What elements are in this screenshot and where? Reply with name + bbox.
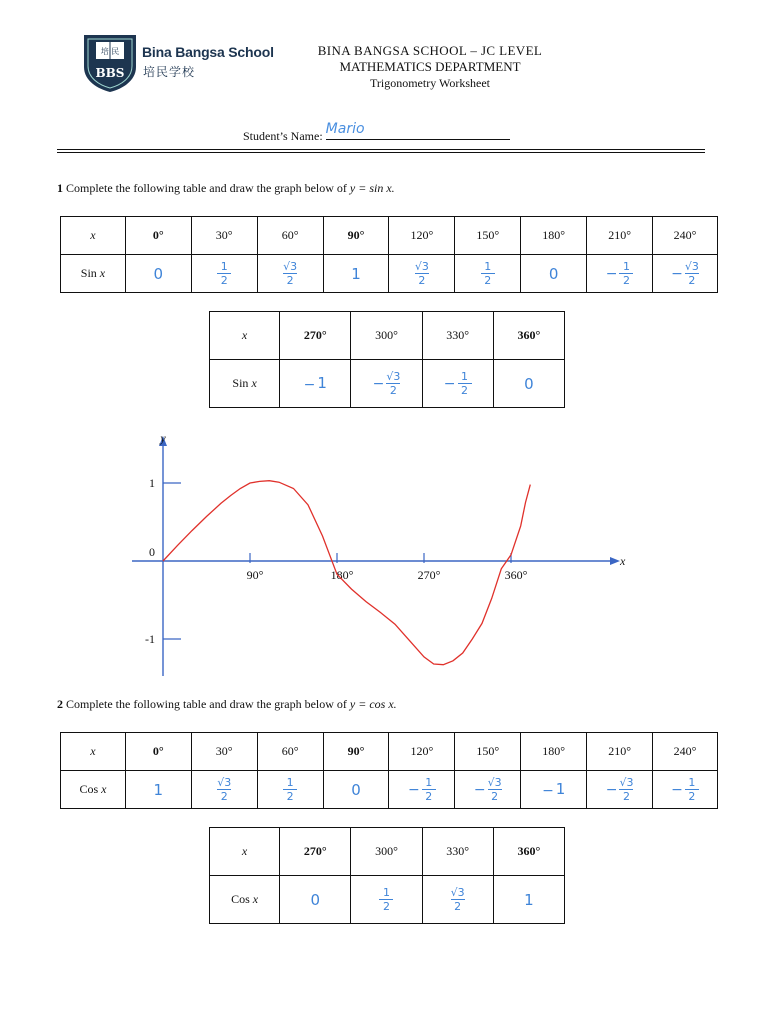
answer-cell[interactable] xyxy=(323,771,389,809)
fraction: $\frac{1}{2}$ xyxy=(685,777,699,802)
answer-cell[interactable] xyxy=(191,255,257,293)
angle-cell: 30° xyxy=(191,217,257,255)
fraction: $\frac{1}{2}$ xyxy=(217,261,231,286)
fraction: $\frac{1}{2}$ xyxy=(481,261,495,286)
angle-cell: 120° xyxy=(389,217,455,255)
question-2-text: Complete the following table and draw the graph below of xyxy=(66,697,347,711)
answer-value: 1 xyxy=(555,779,566,798)
answer-value: 1 xyxy=(153,780,164,799)
minus-sign: − xyxy=(303,377,316,394)
fraction: $\frac{√3}{2}$ xyxy=(684,260,699,287)
y-axis-label: y xyxy=(160,431,166,445)
answer-value: 1 xyxy=(351,264,361,283)
answer-cell[interactable] xyxy=(455,255,521,293)
row-label-x: x xyxy=(61,733,126,771)
table-row-values xyxy=(210,360,565,408)
row-label-function: Sin x xyxy=(210,360,280,408)
fraction: $\frac{√3}{2}$ xyxy=(619,776,634,803)
table-row-angles xyxy=(61,733,718,771)
angle-cell: 60° xyxy=(257,217,323,255)
cos-table-1 xyxy=(60,732,718,809)
answer-cell[interactable] xyxy=(257,255,323,293)
table-row-angles xyxy=(210,828,565,876)
angle-cell: 300° xyxy=(351,828,422,876)
minus-sign: − xyxy=(605,781,618,798)
answer-cell[interactable] xyxy=(125,255,191,293)
header-divider xyxy=(57,149,705,150)
answer-cell[interactable] xyxy=(521,771,587,809)
fraction: $\frac{1}{2}$ xyxy=(422,777,436,802)
answer-cell[interactable] xyxy=(280,876,351,924)
table-row-values xyxy=(61,771,718,809)
answer-value: 0 xyxy=(310,890,321,909)
angle-cell: 150° xyxy=(455,217,521,255)
x-tick-label: 180° xyxy=(330,568,354,582)
header-department: MATHEMATICS DEPARTMENT xyxy=(339,59,521,74)
angle-cell: 300° xyxy=(351,312,422,360)
school-name: Bina Bangsa School xyxy=(142,44,274,60)
fraction: $\frac{√3}{2}$ xyxy=(217,776,232,803)
answer-cell[interactable] xyxy=(280,360,351,408)
minus-sign: − xyxy=(671,781,683,798)
answer-cell[interactable] xyxy=(422,876,493,924)
row-label-function: Cos x xyxy=(61,771,126,809)
school-crest-icon xyxy=(82,33,138,93)
fraction: $\frac{√3}{2}$ xyxy=(450,886,465,913)
fraction: $\frac{√3}{2}$ xyxy=(487,776,502,803)
question-1-equation: y = sin x. xyxy=(349,181,395,195)
y-tick-label: 1 xyxy=(149,476,155,490)
header-divider-2 xyxy=(57,152,705,153)
angle-cell: 90° xyxy=(323,733,389,771)
minus-sign: − xyxy=(671,265,683,282)
question-2-equation: y = cos x. xyxy=(349,697,397,711)
minus-sign: − xyxy=(542,783,554,800)
angle-cell: 0° xyxy=(125,733,191,771)
answer-value: 0 xyxy=(351,780,361,799)
student-name-value: Mario xyxy=(325,121,365,137)
fraction: $\frac{1}{2}$ xyxy=(458,371,472,396)
angle-cell: 150° xyxy=(455,733,521,771)
angle-cell: 90° xyxy=(323,217,389,255)
x-tick-label: 90° xyxy=(246,568,264,582)
school-name-chinese: 培民学校 xyxy=(143,65,196,79)
svg-text:培 民: 培 民 xyxy=(100,47,120,56)
row-label-x: x xyxy=(210,312,280,360)
answer-cell[interactable] xyxy=(653,771,718,809)
minus-sign: − xyxy=(605,265,618,282)
header-school: BINA BANGSA SCHOOL – JC LEVEL xyxy=(317,43,543,58)
fraction: $\frac{1}{2}$ xyxy=(379,887,393,912)
student-name-field[interactable] xyxy=(325,121,510,140)
answer-cell[interactable] xyxy=(587,771,653,809)
svg-text:BBS: BBS xyxy=(95,66,125,80)
minus-sign: − xyxy=(372,375,385,392)
answer-value: 0 xyxy=(524,374,534,393)
answer-cell[interactable] xyxy=(125,771,191,809)
school-logo xyxy=(82,33,282,93)
question-2 xyxy=(57,697,397,712)
answer-cell[interactable] xyxy=(389,255,455,293)
y-tick-label: -1 xyxy=(145,632,155,646)
fraction: $\frac{1}{2}$ xyxy=(619,261,633,286)
angle-cell: 0° xyxy=(125,217,191,255)
answer-cell[interactable] xyxy=(587,255,653,293)
sin-table-1 xyxy=(60,216,718,293)
angle-cell: 240° xyxy=(653,217,718,255)
student-name-label: Student’s Name: xyxy=(243,129,323,143)
student-name-row xyxy=(243,121,510,144)
header-title: Trigonometry Worksheet xyxy=(369,76,491,90)
angle-cell: 330° xyxy=(422,312,493,360)
answer-value: 1 xyxy=(524,890,534,909)
answer-cell[interactable] xyxy=(351,360,422,408)
question-1-number: 1 xyxy=(57,181,63,195)
angle-cell: 360° xyxy=(493,828,564,876)
minus-sign: − xyxy=(473,781,486,798)
answer-cell[interactable] xyxy=(521,255,587,293)
answer-cell[interactable] xyxy=(493,876,564,924)
x-tick-label: 270° xyxy=(417,568,441,582)
answer-cell[interactable] xyxy=(422,360,493,408)
fraction: $\frac{√3}{2}$ xyxy=(283,260,298,287)
y-tick-label: 0 xyxy=(149,545,155,559)
question-1-text: Complete the following table and draw the graph below of xyxy=(66,181,347,195)
question-1 xyxy=(57,181,395,196)
table-row-angles xyxy=(210,312,565,360)
row-label-function: Cos x xyxy=(210,876,280,924)
x-axis-arrow-icon xyxy=(610,557,620,565)
x-axis-label: x xyxy=(620,554,626,568)
answer-cell[interactable] xyxy=(257,771,323,809)
worksheet-header xyxy=(290,43,570,91)
question-2-number: 2 xyxy=(57,697,63,711)
answer-cell[interactable] xyxy=(191,771,257,809)
row-label-function: Sin x xyxy=(61,255,126,293)
angle-cell: 210° xyxy=(587,217,653,255)
answer-cell[interactable] xyxy=(653,255,718,293)
minus-sign: − xyxy=(443,375,456,392)
angle-cell: 270° xyxy=(280,828,351,876)
minus-sign: − xyxy=(408,781,420,798)
table-row-values xyxy=(210,876,565,924)
answer-cell[interactable] xyxy=(351,876,422,924)
angle-cell: 360° xyxy=(493,312,564,360)
angle-cell: 180° xyxy=(521,733,587,771)
fraction: $\frac{1}{2}$ xyxy=(283,777,297,802)
fraction: $\frac{√3}{2}$ xyxy=(414,260,429,287)
row-label-x: x xyxy=(61,217,126,255)
angle-cell: 180° xyxy=(521,217,587,255)
row-label-x: x xyxy=(210,828,280,876)
answer-value: 1 xyxy=(317,373,327,392)
answer-cell[interactable] xyxy=(493,360,564,408)
fraction: $\frac{√3}{2}$ xyxy=(386,370,401,397)
x-tick-label: 360° xyxy=(504,568,528,582)
answer-cell[interactable] xyxy=(323,255,389,293)
table-row-values xyxy=(61,255,718,293)
angle-cell: 30° xyxy=(191,733,257,771)
sine-graph xyxy=(120,430,640,680)
cos-table-2 xyxy=(209,827,565,924)
table-row-angles xyxy=(61,217,718,255)
angle-cell: 330° xyxy=(422,828,493,876)
angle-cell: 120° xyxy=(389,733,455,771)
angle-cell: 240° xyxy=(653,733,718,771)
sin-table-2 xyxy=(209,311,565,408)
answer-cell[interactable] xyxy=(455,771,521,809)
answer-cell[interactable] xyxy=(389,771,455,809)
answer-value: 0 xyxy=(548,264,559,283)
angle-cell: 270° xyxy=(280,312,351,360)
answer-value: 0 xyxy=(153,264,164,283)
angle-cell: 210° xyxy=(587,733,653,771)
angle-cell: 60° xyxy=(257,733,323,771)
